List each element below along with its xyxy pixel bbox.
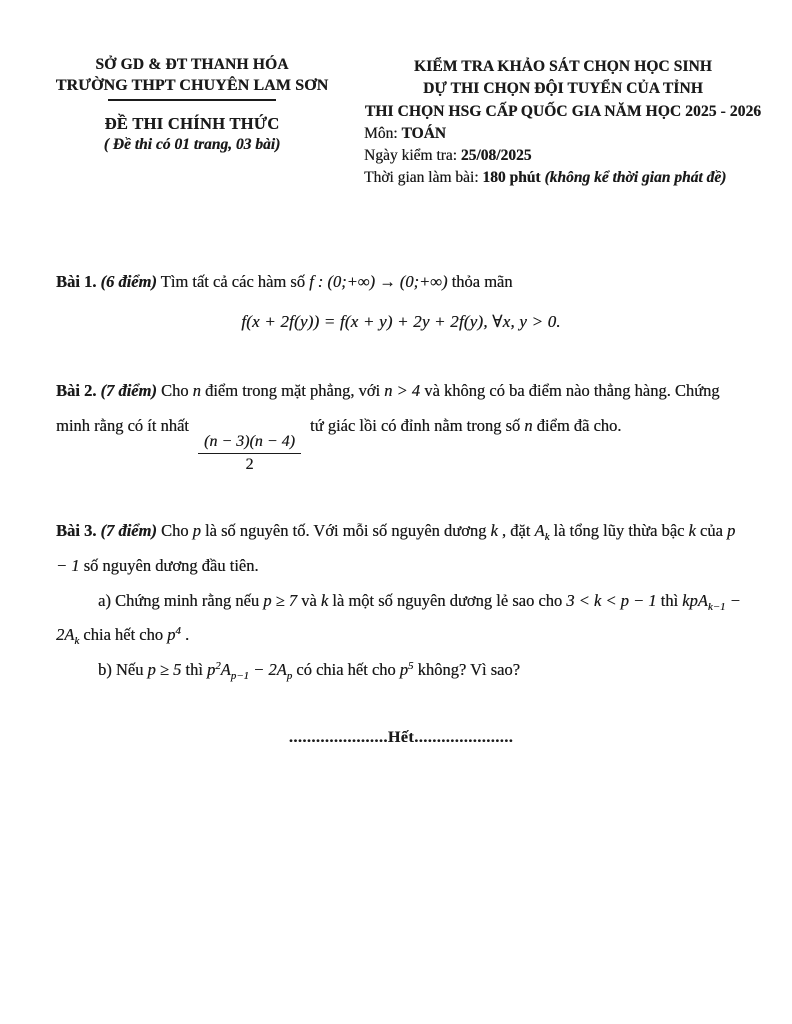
problem-3-var-p: p [192, 521, 201, 541]
part-a-text5: chia hết cho [79, 625, 168, 645]
problem-2-text4: tứ giác lồi có đỉnh nằm trong số [305, 415, 525, 435]
problem-3-var-A: A [534, 521, 545, 541]
exam-title-line2: DỰ THI CHỌN ĐỘI TUYỂN CỦA TỈNH [423, 80, 703, 98]
problem-2-var-n: n [192, 381, 201, 401]
part-a-cond2: 3 < k < p − 1 [566, 590, 657, 610]
problem-3-var-k2: k [688, 521, 696, 541]
problem-3-text5: của [695, 521, 727, 541]
problem-1-text: Tìm tất cả các hàm số [156, 272, 310, 292]
duration-note: (không kể thời gian phát đề) [544, 169, 727, 187]
part-b-text: b) Nếu [98, 659, 148, 679]
duration-value: 180 phút [482, 169, 545, 187]
problem-2-text3: và không có ba điểm nào thẳng hàng. Chứng minh rằng có ít nhất [56, 381, 720, 435]
header-underline [108, 99, 276, 101]
problem-1-points: (6 điểm) [96, 272, 157, 292]
subject-line [346, 123, 780, 145]
problem-3-text4: là tổng lũy thừa bậc [549, 521, 689, 541]
part-a-expr2: − 2A [56, 590, 741, 645]
problem-3-pminus1: p − 1 [56, 521, 736, 575]
problem-3-var-k: k [490, 521, 498, 541]
part-b-expr: − 2A [248, 659, 287, 679]
problem-3-part-a [56, 584, 746, 653]
part-a-exponent: 4 [175, 625, 181, 638]
problem-3-label: Bài 3. [56, 521, 97, 541]
issuer-block [46, 56, 338, 189]
problem-1-text-end: thỏa mãn [447, 272, 513, 292]
part-a-text2: và [297, 590, 321, 610]
problem-1-label: Bài 1. [56, 272, 97, 292]
duration-label: Thời gian làm bài: [364, 169, 483, 187]
part-b-exp2: 2 [215, 659, 221, 672]
subject-value: TOÁN [401, 125, 446, 143]
subject-label: Môn: [364, 125, 402, 143]
exam-date-line [346, 145, 780, 167]
problem-2-condition: n > 4 [384, 381, 421, 401]
part-a-expr1: kpA [682, 590, 708, 610]
part-b-text3: có chia hết cho [292, 659, 400, 679]
part-a-text3: là một số nguyên dương lẻ sao cho [328, 590, 567, 610]
problem-2-text: Cho [156, 381, 193, 401]
part-a-cond1: p ≥ 7 [263, 590, 298, 610]
part-a-text: a) Chứng minh rằng nếu [98, 590, 264, 610]
problem-1-domain-math: f : (0;+∞) → (0;+∞) [309, 272, 448, 292]
part-b-sub2: p [286, 669, 293, 682]
exam-title-line1: KIỂM TRA KHẢO SÁT CHỌN HỌC SINH [414, 58, 712, 75]
fraction-denominator: 2 [245, 456, 254, 474]
part-a-var-k: k [320, 590, 329, 610]
part-a-text4: thì [656, 590, 683, 610]
part-a-sub1: k−1 [707, 600, 726, 613]
problem-2-var-n2: n [524, 415, 533, 435]
problems-section [56, 265, 746, 747]
school-name: TRƯỜNG THPT CHUYÊN LAM SƠN [55, 77, 329, 94]
problem-1 [56, 265, 746, 300]
part-b-var-A: A [220, 659, 231, 679]
problem-3-sub-k: k [544, 531, 550, 544]
part-b-text2: thì [181, 659, 207, 679]
problem-3-text6: số nguyên dương đầu tiên. [79, 555, 259, 575]
fraction-numerator: (n − 3)(n − 4) [198, 432, 301, 455]
part-b-exp5: 5 [408, 659, 414, 672]
exam-title-line3: THI CHỌN HSG CẤP QUỐC GIA NĂM HỌC 2025 - 2026 [364, 102, 762, 120]
page-count-note: ( Đề thi có 01 trang, 03 bài) [103, 136, 281, 153]
problem-3-text2: là số nguyên tố. Với mỗi số nguyên dương [200, 521, 491, 541]
problem-3-text3: , đặt [497, 521, 535, 541]
problem-3 [56, 514, 746, 583]
date-value: 25/08/2025 [460, 147, 532, 165]
problem-1-equation: f(x + 2f(y)) = f(x + y) + 2y + 2f(y), ∀x, y > 0. [241, 312, 561, 332]
part-b-var-p: p [206, 659, 216, 679]
problem-2-text2: điểm trong mặt phẳng, với [200, 381, 385, 401]
part-a-period: . [180, 625, 190, 645]
problem-3-text: Cho [156, 521, 193, 541]
part-b-var-p2: p [399, 659, 409, 679]
exam-title-block [346, 56, 780, 189]
part-a-sub2: k [74, 635, 80, 647]
fraction [198, 432, 301, 477]
date-label: Ngày kiểm tra: [364, 147, 461, 165]
problem-3-points: (7 điểm) [96, 521, 157, 541]
part-b-sub1: p−1 [230, 669, 249, 682]
duration-line [346, 167, 780, 189]
part-b-cond: p ≥ 5 [147, 659, 182, 679]
department-name: SỞ GD & ĐT THANH HÓA [95, 56, 289, 73]
problem-2-text5: điểm đã cho. [532, 415, 622, 435]
problem-2-points: (7 điểm) [96, 381, 157, 401]
official-exam-label: ĐỀ THI CHÍNH THỨC [104, 114, 280, 133]
part-b-question: không? Vì sao? [413, 659, 520, 679]
end-marker: ......................Hết...................... [288, 729, 514, 747]
part-a-var-p: p [167, 625, 176, 645]
problem-2 [56, 374, 746, 476]
problem-3-part-b [56, 653, 746, 688]
exam-header [0, 0, 792, 189]
problem-2-label: Bài 2. [56, 381, 97, 401]
